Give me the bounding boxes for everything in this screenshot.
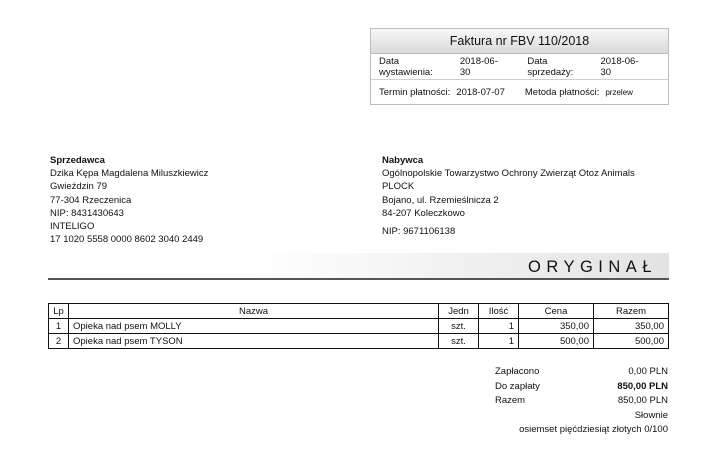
due-label: Do zapłaty bbox=[495, 380, 540, 392]
table-row bbox=[49, 334, 669, 349]
buyer-postal: 84-207 Koleczkowo bbox=[382, 207, 465, 219]
seller-heading: Sprzedawca bbox=[50, 155, 105, 166]
col-qty: Ilość bbox=[479, 304, 519, 319]
seller-block bbox=[50, 154, 208, 246]
payment-method: przelew bbox=[605, 87, 633, 97]
words-label: Słownie bbox=[634, 409, 668, 421]
seller-bank: INTELIGO bbox=[50, 221, 95, 233]
payment-row bbox=[371, 79, 668, 104]
due-date: 2018-07-07 bbox=[456, 86, 505, 98]
original-label: ORYGINAŁ bbox=[528, 258, 657, 276]
original-underline bbox=[48, 278, 669, 280]
row-name: Opieka nad psem MOLLY bbox=[69, 319, 439, 334]
seller-city: 77-304 Rzeczenica bbox=[50, 194, 132, 206]
row-unit: szt. bbox=[439, 319, 479, 334]
table-header-row bbox=[49, 304, 669, 319]
paid-row bbox=[495, 365, 668, 380]
items-table bbox=[48, 303, 669, 349]
row-price: 350,00 bbox=[519, 319, 594, 334]
buyer-street: Bojano, ul. Rzemieślnicza 2 bbox=[382, 194, 499, 206]
seller-name: Dzika Kępa Magdalena Miluszkiewicz bbox=[50, 168, 209, 180]
sale-date-label: Data sprzedaży: bbox=[527, 55, 574, 78]
buyer-city-name: PLOCK bbox=[382, 181, 415, 193]
total-label: Razem bbox=[495, 395, 526, 406]
due-date-label: Termin płatności: bbox=[379, 86, 451, 98]
due-row bbox=[495, 380, 668, 395]
seller-account: 17 1020 5558 0000 8602 3040 2449 bbox=[50, 234, 204, 246]
issue-date: 2018-06-30 bbox=[459, 55, 498, 78]
row-unit: szt. bbox=[439, 334, 479, 349]
col-unit: Jedn bbox=[439, 304, 479, 319]
issue-date-label: Data wystawienia: bbox=[379, 55, 433, 78]
dates-row bbox=[371, 54, 668, 79]
invoice-header-box bbox=[370, 28, 669, 105]
row-qty: 1 bbox=[479, 334, 519, 349]
table-row bbox=[49, 319, 669, 334]
col-total: Razem bbox=[594, 304, 669, 319]
total-value: 850,00 PLN bbox=[617, 395, 668, 406]
row-lp: 2 bbox=[49, 334, 69, 349]
payment-method-label: Metoda płatności: bbox=[524, 86, 600, 98]
row-qty: 1 bbox=[479, 319, 519, 334]
row-price: 500,00 bbox=[519, 334, 594, 349]
row-total: 500,00 bbox=[594, 334, 669, 349]
buyer-name: Ogólnopolskie Towarzystwo Ochrony Zwierząt Otoz Animals bbox=[382, 168, 635, 180]
sale-date: 2018-06-30 bbox=[600, 55, 639, 78]
original-banner bbox=[250, 253, 669, 278]
total-row bbox=[495, 394, 668, 409]
col-name: Nazwa bbox=[69, 304, 439, 319]
seller-nip: NIP: 8431430643 bbox=[50, 207, 124, 219]
amount-in-words: osiemset pięćdziesiąt złotych 0/100 bbox=[519, 424, 668, 435]
paid-value: 0,00 PLN bbox=[628, 366, 668, 377]
row-lp: 1 bbox=[49, 319, 69, 334]
row-total: 350,00 bbox=[594, 319, 669, 334]
col-lp: Lp bbox=[49, 304, 69, 319]
summary-block bbox=[495, 365, 668, 423]
buyer-nip: NIP: 9671106138 bbox=[382, 226, 456, 238]
buyer-block bbox=[382, 154, 635, 238]
seller-street: Gwieździn 79 bbox=[50, 181, 108, 193]
buyer-heading: Nabywca bbox=[382, 155, 424, 166]
row-name: Opieka nad psem TYSON bbox=[69, 334, 439, 349]
paid-label: Zapłacono bbox=[495, 366, 540, 377]
due-value: 850,00 PLN bbox=[617, 380, 668, 392]
col-price: Cena bbox=[519, 304, 594, 319]
invoice-title: Faktura nr FBV 110/2018 bbox=[371, 29, 668, 54]
